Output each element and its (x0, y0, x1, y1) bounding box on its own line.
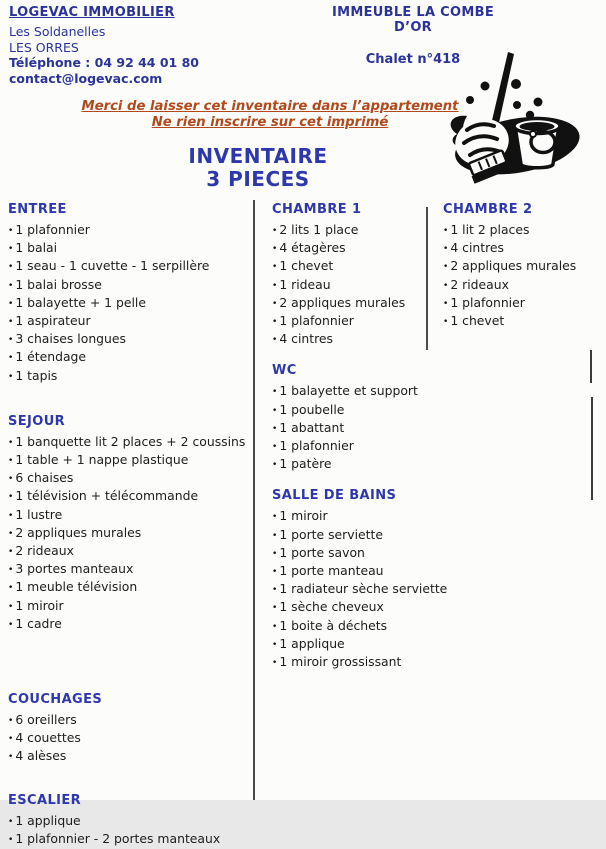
item-label: 2 rideaux (450, 276, 509, 292)
item-label: 1 chevet (279, 258, 334, 274)
bullet-icon: • (8, 262, 14, 273)
item-label: 1 balayette + 1 pelle (15, 294, 147, 310)
section-heading: CHAMBRE 2 (443, 202, 533, 217)
bullet-icon: • (8, 492, 14, 503)
item-label: 2 appliques murales (450, 258, 577, 274)
inventory-column-3 (443, 202, 593, 331)
bullet-icon: • (8, 734, 14, 745)
bullet-icon: • (443, 244, 449, 255)
bullet-icon: • (8, 474, 14, 485)
agency-phone: Téléphone : 04 92 44 01 80 (9, 55, 200, 70)
bullet-icon: • (8, 371, 14, 382)
item-label: 4 alèses (15, 748, 67, 764)
agency-address-line2: LES ORRES (9, 39, 79, 55)
item-label: 1 poubelle (279, 401, 345, 417)
bullet-icon: • (272, 298, 278, 309)
notice-line-2: Ne rien inscrire sur cet imprimé (151, 114, 389, 130)
section-wc (272, 363, 424, 474)
bullet-icon: • (8, 456, 14, 467)
inventory-item (272, 618, 424, 636)
inventory-item (272, 563, 424, 581)
section-entree (8, 202, 250, 386)
item-label: 1 chevet (450, 313, 505, 329)
agency-email: contact@logevac.com (9, 70, 163, 86)
bullet-icon: • (8, 226, 14, 236)
bullet-icon: • (272, 548, 278, 559)
bullet-icon: • (272, 317, 278, 328)
inventory-item (272, 456, 424, 474)
item-label: 1 patère (279, 456, 332, 472)
inventory-item (272, 581, 448, 599)
inventory-item (272, 654, 424, 672)
bullet-icon: • (272, 387, 278, 398)
inventory-item (272, 222, 424, 240)
notice-block (0, 99, 540, 131)
notice-line-1: Merci de laisser cet inventaire dans l’appartement (81, 99, 459, 114)
inventory-item (8, 470, 250, 488)
item-label: 6 oreillers (15, 712, 77, 728)
bullet-icon: • (8, 280, 14, 291)
bullet-icon: • (272, 639, 278, 650)
inventory-item (8, 295, 250, 313)
bullet-icon: • (8, 601, 14, 612)
section-heading: ENTREE (8, 202, 67, 217)
inventory-item (8, 222, 250, 240)
bullet-icon: • (443, 317, 449, 328)
item-label: 1 étendage (15, 349, 87, 365)
document-title (0, 145, 516, 190)
item-label: 1 porte savon (279, 544, 365, 560)
bullet-icon: • (443, 262, 449, 273)
bullet-icon: • (8, 834, 14, 845)
section-heading: COUCHAGES (8, 692, 103, 708)
item-label: 1 plafonnier (15, 222, 90, 237)
item-label: 1 miroir (15, 597, 64, 613)
inventory-item (272, 438, 424, 456)
bullet-icon: • (272, 530, 278, 541)
inventory-column-2 (272, 202, 448, 672)
right-edge-line-top (590, 350, 592, 383)
bullet-icon: • (8, 752, 14, 763)
right-edge-line-bottom (591, 397, 593, 500)
bullet-icon: • (443, 298, 449, 309)
inventory-item (8, 598, 250, 616)
bullet-icon: • (8, 437, 14, 448)
inventory-item (8, 831, 250, 849)
inventory-item (8, 368, 250, 386)
inventory-item (272, 383, 424, 401)
inventory-item (8, 240, 250, 258)
item-label: 1 meuble télévision (15, 579, 138, 595)
bullet-icon: • (8, 619, 14, 630)
item-label: 3 portes manteaux (15, 561, 134, 577)
inventory-item (8, 507, 250, 525)
agency-header-block (9, 5, 199, 86)
column-divider-middle (426, 207, 428, 350)
inventory-item (8, 488, 250, 506)
bullet-icon: • (272, 405, 278, 416)
item-label: 2 lits 1 place (279, 222, 359, 237)
inventory-item (8, 258, 250, 276)
item-label: 1 miroir grossissant (279, 654, 402, 670)
agency-name: LOGEVAC IMMOBILIER (9, 5, 175, 20)
section-heading: SALLE DE BAINS (272, 488, 397, 504)
inventory-item (8, 525, 250, 543)
bullet-icon: • (8, 298, 14, 309)
item-label: 1 plafonnier (279, 438, 354, 454)
inventory-item (443, 258, 593, 276)
section-escalier (8, 793, 250, 849)
inventory-item (8, 349, 250, 367)
item-label: 4 couettes (15, 730, 81, 746)
inventory-item (272, 402, 424, 420)
inventory-item (272, 240, 424, 258)
chalet-number: Chalet n°418 (365, 52, 461, 67)
bullet-icon: • (8, 335, 14, 346)
inventory-column-1 (8, 202, 250, 849)
bullet-icon: • (8, 816, 14, 827)
bullet-icon: • (8, 510, 14, 521)
item-label: 1 balai brosse (15, 276, 102, 292)
item-label: 1 miroir (279, 508, 328, 524)
section-heading: ESCALIER (8, 792, 82, 808)
bullet-icon: • (8, 583, 14, 594)
bullet-icon: • (8, 244, 14, 255)
inventory-item (8, 452, 250, 470)
bullet-icon: • (272, 244, 278, 255)
item-label: 1 applique (15, 812, 81, 828)
inventory-item (8, 313, 250, 331)
item-label: 1 balai (15, 240, 58, 256)
item-label: 1 rideau (279, 276, 331, 292)
inventory-item (8, 748, 250, 766)
item-label: 1 plafonnier (279, 313, 354, 329)
section-salle-de-bains (272, 488, 448, 672)
inventory-item (8, 331, 250, 349)
bullet-icon: • (272, 423, 278, 434)
section-heading: SEJOUR (8, 413, 66, 429)
inventory-item (272, 331, 424, 349)
inventory-item (443, 277, 593, 295)
inventory-item (8, 712, 250, 730)
item-label: 1 lustre (15, 506, 63, 522)
item-label: 1 plafonnier (450, 294, 525, 310)
bullet-icon: • (8, 547, 14, 558)
inventory-item (272, 599, 424, 617)
bullet-icon: • (272, 512, 278, 523)
item-label: 1 abattant (279, 419, 345, 435)
column-divider-left (253, 200, 255, 800)
item-label: 1 télévision + télécommande (15, 488, 199, 504)
bullet-icon: • (272, 442, 278, 453)
inventory-item (272, 258, 424, 276)
building-name: IMMEUBLE LA COMBE D’OR (331, 5, 495, 35)
item-label: 6 chaises (15, 470, 74, 486)
bullet-icon: • (8, 565, 14, 576)
bullet-icon: • (272, 621, 278, 632)
bullet-icon: • (8, 317, 14, 328)
bullet-icon: • (272, 335, 278, 346)
item-label: 2 rideaux (15, 543, 74, 559)
inventory-item (272, 277, 424, 295)
inventory-item (8, 543, 250, 561)
inventory-item (272, 313, 424, 331)
section-couchages (8, 692, 250, 767)
title-line-1: INVENTAIRE (188, 144, 328, 168)
bullet-icon: • (8, 716, 14, 727)
item-label: 1 table + 1 nappe plastique (15, 452, 189, 468)
inventory-item (272, 295, 424, 313)
bullet-icon: • (8, 528, 14, 539)
bullet-icon: • (443, 280, 449, 291)
item-label: 1 cadre (15, 615, 62, 631)
bullet-icon: • (272, 603, 278, 614)
bullet-icon: • (272, 567, 278, 578)
inventory-item (8, 561, 250, 579)
item-label: 1 radiateur sèche serviette (279, 581, 448, 597)
inventory-item (8, 277, 250, 295)
inventory-item (272, 508, 424, 526)
inventory-item (443, 295, 593, 313)
inventory-item (272, 527, 424, 545)
bullet-icon: • (272, 658, 278, 669)
bullet-icon: • (272, 280, 278, 291)
section-heading: WC (272, 363, 297, 379)
item-label: 4 étagères (279, 240, 346, 256)
inventory-item (272, 636, 424, 654)
item-label: 4 cintres (279, 331, 334, 347)
inventory-item (8, 434, 250, 452)
inventory-item (272, 420, 424, 438)
item-label: 1 seau - 1 cuvette - 1 serpillère (15, 258, 210, 274)
inventory-item (8, 813, 250, 831)
section-heading: CHAMBRE 1 (272, 202, 362, 217)
inventory-item (443, 222, 593, 240)
inventory-item (443, 313, 593, 331)
section-chambre-1 (272, 202, 424, 349)
bullet-icon: • (443, 226, 449, 236)
item-label: 1 balayette et support (279, 383, 418, 399)
bullet-icon: • (272, 460, 278, 471)
item-label: 3 chaises longues (15, 331, 126, 347)
item-label: 1 sèche cheveux (279, 599, 384, 615)
inventory-item (443, 240, 593, 258)
item-label: 1 tapis (15, 367, 58, 383)
item-label: 1 lit 2 places (450, 222, 530, 237)
item-label: 1 applique (279, 635, 345, 651)
inventory-item (8, 730, 250, 748)
bullet-icon: • (272, 262, 278, 273)
item-label: 1 aspirateur (15, 313, 91, 329)
agency-address-line1: Les Soldanelles (9, 24, 106, 39)
inventory-item (272, 545, 424, 563)
bullet-icon: • (272, 226, 278, 236)
bullet-icon: • (272, 585, 278, 596)
item-label: 1 plafonnier - 2 portes manteaux (15, 830, 221, 846)
item-label: 2 appliques murales (279, 294, 406, 310)
inventory-item (8, 579, 250, 597)
section-chambre-2 (443, 202, 593, 331)
item-label: 1 boite à déchets (279, 617, 388, 633)
bullet-icon: • (8, 353, 14, 364)
title-line-2: 3 PIECES (206, 166, 310, 191)
inventory-item (8, 616, 250, 634)
item-label: 1 banquette lit 2 places + 2 coussins (15, 433, 246, 449)
item-label: 2 appliques murales (15, 524, 142, 540)
item-label: 1 porte serviette (279, 526, 384, 542)
section-sejour (8, 414, 250, 634)
item-label: 4 cintres (450, 240, 505, 256)
item-label: 1 porte manteau (279, 563, 384, 579)
